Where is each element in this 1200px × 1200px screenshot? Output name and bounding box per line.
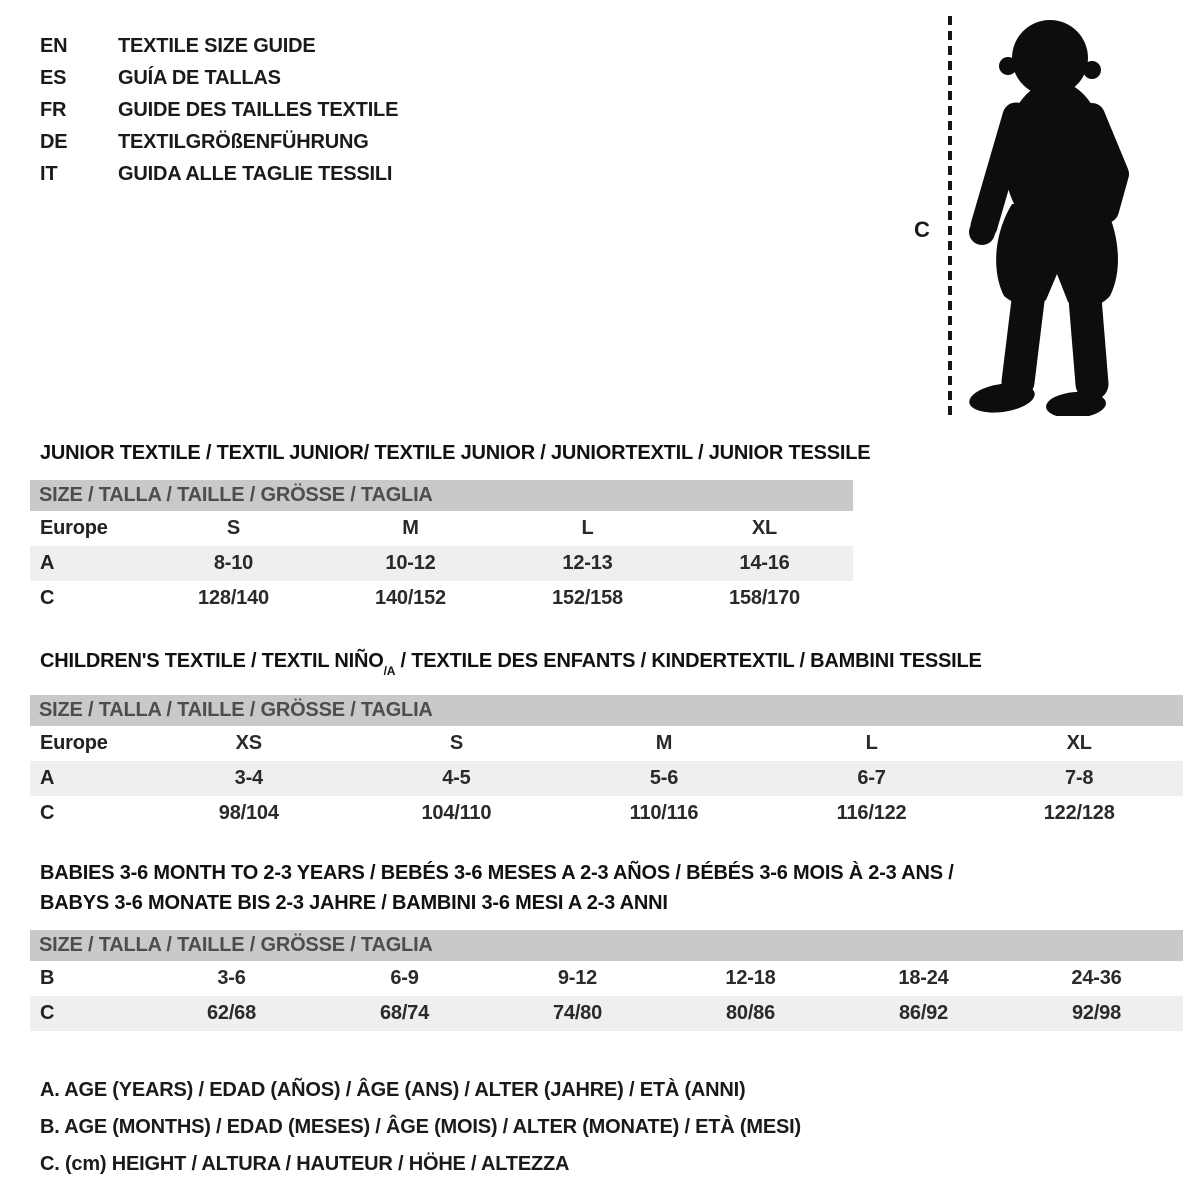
cell: 116/122 — [836, 802, 907, 824]
language-code: EN — [40, 34, 68, 57]
cell: XS — [235, 732, 262, 754]
language-list — [40, 30, 398, 190]
section-title-line: BABYS 3-6 MONATE BIS 2-3 JAHRE / BAMBINI 3-6 MESI A 2-3 ANNI — [40, 892, 668, 914]
cell: XL — [1066, 732, 1092, 754]
subscript: /A — [383, 664, 396, 679]
cell: 86/92 — [898, 1002, 949, 1024]
cell: 3-6 — [217, 967, 246, 989]
language-code: IT — [40, 162, 58, 185]
language-label: GUIDE DES TAILLES TEXTILE — [118, 98, 399, 121]
row-label: A — [40, 552, 55, 574]
language-code: DE — [40, 130, 68, 153]
cell: 104/110 — [421, 802, 492, 824]
size-header-bar: SIZE / TALLA / TAILLE / GRÖSSE / TAGLIA — [30, 695, 1183, 726]
cell: 62/68 — [206, 1002, 257, 1024]
language-label: TEXTILGRÖßENFÜHRUNG — [118, 130, 369, 153]
legend-note: A. AGE (YEARS) / EDAD (AÑOS) / ÂGE (ANS) / ALTER (JAHRE) / ETÀ (ANNI) — [40, 1079, 746, 1101]
language-row — [40, 94, 398, 126]
toddler-silhouette-icon — [962, 16, 1138, 416]
row-label: A — [40, 767, 55, 789]
cell: 122/128 — [1043, 802, 1115, 824]
cell: L — [581, 517, 594, 539]
row-label: Europe — [40, 732, 108, 754]
language-code: ES — [40, 66, 67, 89]
language-code: FR — [40, 98, 67, 121]
cell: 74/80 — [552, 1002, 603, 1024]
language-label: GUIDA ALLE TAGLIE TESSILI — [118, 162, 393, 185]
cell: L — [865, 732, 878, 754]
table-row — [30, 761, 1183, 796]
cell: 5-6 — [649, 767, 679, 789]
language-label: TEXTILE SIZE GUIDE — [118, 34, 316, 57]
row-label: C — [40, 802, 55, 824]
cell: 18-24 — [898, 967, 949, 989]
cell: 98/104 — [218, 802, 279, 824]
cell: 12-18 — [725, 967, 776, 989]
cell: 152/158 — [552, 587, 623, 609]
language-row — [40, 30, 398, 62]
cell: 14-16 — [739, 552, 790, 574]
section-title — [40, 438, 871, 468]
table-row — [30, 581, 853, 616]
row-label: C — [40, 587, 55, 609]
cell: XL — [751, 517, 778, 539]
cell: 7-8 — [1065, 767, 1094, 789]
babies-section — [30, 858, 1183, 1031]
legend-note: C. (cm) HEIGHT / ALTURA / HAUTEUR / HÖHE / ALTEZZA — [40, 1153, 570, 1175]
cell: 68/74 — [379, 1002, 430, 1024]
cell: 110/116 — [629, 802, 699, 824]
size-header-bar: SIZE / TALLA / TAILLE / GRÖSSE / TAGLIA — [30, 480, 853, 511]
cell: 8-10 — [213, 552, 254, 574]
table-row — [30, 511, 853, 546]
children-section — [30, 646, 1183, 831]
cell: 140/152 — [375, 587, 446, 609]
table-row — [30, 796, 1183, 831]
section-title-line: BABIES 3-6 MONTH TO 2-3 YEARS / BEBÉS 3-6 MESES A 2-3 AÑOS / BÉBÉS 3-6 MOIS À 2-3 ANS / — [40, 862, 954, 884]
cell: M — [655, 732, 673, 754]
cell: 9-12 — [557, 967, 598, 989]
table-row — [30, 996, 1183, 1031]
row-label: Europe — [40, 517, 108, 539]
section-title-line: CHILDREN'S TEXTILE / TEXTIL $NIÑO_{/A}$ / TEXTILE DES ENFANTS / KINDERTEXTIL / BAMBINI TESSILE — [40, 650, 982, 679]
cell: 158/170 — [729, 587, 800, 609]
table-row — [30, 726, 1183, 761]
language-row — [40, 126, 398, 158]
row-label: C — [40, 1002, 55, 1024]
cell: 12-13 — [562, 552, 613, 574]
cell: 10-12 — [385, 552, 436, 574]
row-label: B — [40, 967, 55, 989]
cell: 6-9 — [390, 967, 419, 989]
language-row — [40, 62, 398, 94]
cell: 3-4 — [234, 767, 263, 789]
height-measure-label: C — [914, 217, 930, 242]
cell: S — [449, 732, 463, 754]
legend-notes — [40, 1072, 801, 1183]
table-row — [30, 546, 853, 581]
cell: 6-7 — [857, 767, 886, 789]
height-measure-line — [948, 16, 952, 418]
junior-section — [30, 438, 871, 616]
cell: 24-36 — [1071, 967, 1122, 989]
size-header-bar: SIZE / TALLA / TAILLE / GRÖSSE / TAGLIA — [30, 930, 1183, 961]
cell: S — [226, 517, 241, 539]
language-row — [40, 158, 398, 190]
cell: 92/98 — [1071, 1002, 1122, 1024]
cell: 4-5 — [442, 767, 471, 789]
cell: M — [402, 517, 419, 539]
section-title — [40, 646, 1183, 683]
cell: 80/86 — [725, 1002, 776, 1024]
section-title — [40, 858, 1183, 918]
language-label: GUÍA DE TALLAS — [118, 66, 281, 89]
table-row — [30, 961, 1183, 996]
cell: 128/140 — [198, 587, 269, 609]
section-title-line: JUNIOR TEXTILE / TEXTIL JUNIOR/ TEXTILE JUNIOR / JUNIORTEXTIL / JUNIOR TESSILE — [40, 442, 871, 464]
legend-note: B. AGE (MONTHS) / EDAD (MESES) / ÂGE (MOIS) / ALTER (MONATE) / ETÀ (MESI) — [40, 1116, 801, 1138]
